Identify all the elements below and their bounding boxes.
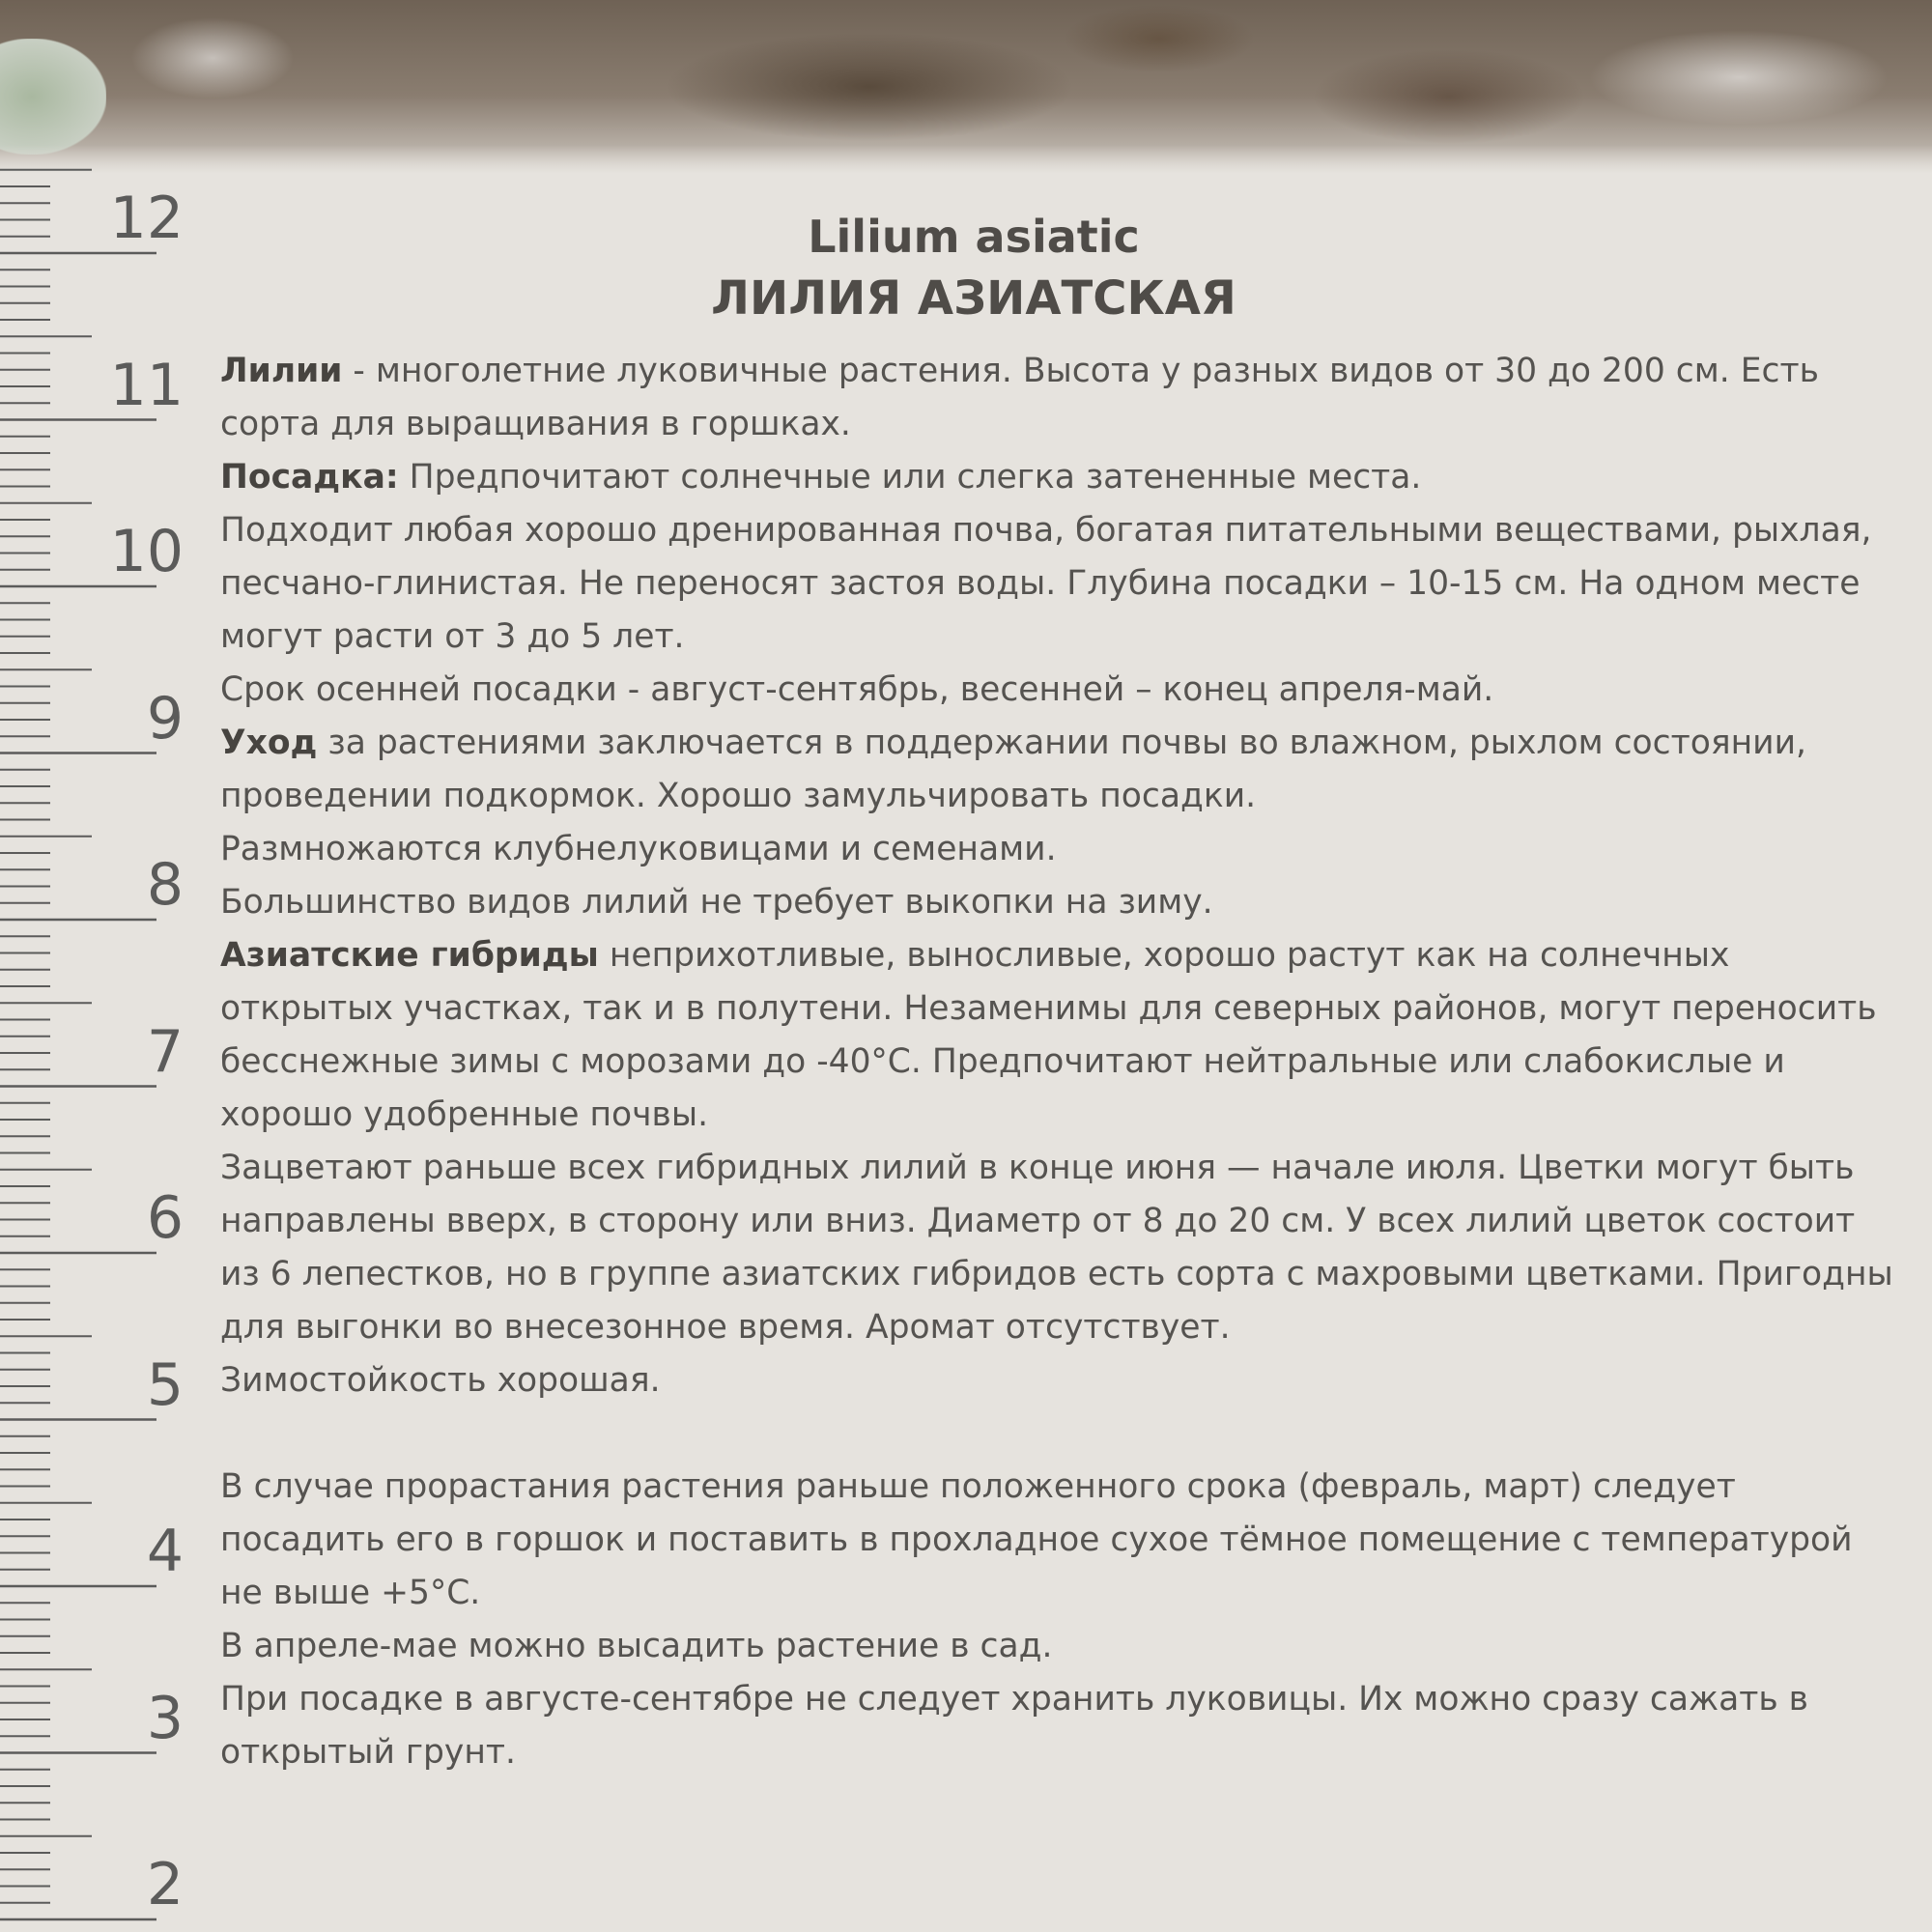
ruler-label: 6: [146, 1184, 184, 1252]
intro-text: - многолетние луковичные растения. Высота у разных видов от 30 до 200 см. Есть сорта для выращивания в горшках.: [220, 351, 1819, 443]
ruler-label: 2: [146, 1851, 184, 1918]
flowering-paragraph: Зацветают раньше всех гибридных лилий в конце июня — начале июля. Цветки могут быть направлены вверх, в сторону или вниз. Диаметр от 8 до 20 см. У всех лилий цветок состоит из 6 лепестков, но в группе азиатских гибридов есть сорта с махровыми цветками. Пригодны для выгонки во внесезонное время. Аромат отсутствует.: [220, 1148, 1893, 1347]
latin-title: Lilium asiatic: [808, 211, 1140, 263]
ruler-label: 9: [146, 684, 184, 753]
propagation-paragraph: Размножаются клубнелуковицами и семенами.: [220, 829, 1057, 868]
ruler-label: 3: [146, 1684, 184, 1752]
spring-planting-paragraph: В апреле-мае можно высадить растение в сад.: [220, 1626, 1053, 1665]
russian-title: ЛИЛИЯ АЗИАТСКАЯ: [711, 271, 1236, 327]
hardiness-paragraph: Зимостойкость хорошая.: [220, 1360, 661, 1400]
hybrids-term: Азиатские гибриды: [220, 935, 599, 975]
ruler-label: 11: [109, 351, 184, 419]
care-term: Уход: [220, 723, 318, 762]
care-text: за растениями заключается в поддержании почвы во влажном, рыхлом состоянии, проведении подкормок. Хорошо замульчировать посадки.: [220, 723, 1806, 815]
hybrids-text: неприхотливые, выносливые, хорошо растут как на солнечных открытых участках, так и в полутени. Незаменимы для северных районов, могут переносить бесснежные зимы с морозами до -40°С. Предпочитают нейтральные или слабокислые и хорошо удобренные почвы.: [220, 935, 1877, 1134]
product-description: [220, 211, 1901, 1779]
ruler-label: 5: [146, 1350, 184, 1419]
seed-bag-top: [0, 0, 1932, 174]
paragraph-gap: [220, 1407, 1901, 1461]
ruler-label: 7: [146, 1017, 184, 1086]
ruler-label: 8: [146, 851, 184, 919]
hybrids-paragraph: [220, 929, 1901, 1142]
ruler-label: 12: [109, 185, 184, 252]
care-paragraph: [220, 717, 1901, 823]
autumn-planting-paragraph: При посадке в августе-сентябре не следует хранить луковицы. Их можно сразу сажать в открытый грунт.: [220, 1679, 1808, 1772]
ruler: [0, 159, 193, 1932]
planting-period-paragraph: Срок осенней посадки - август-сентябрь, весенней – конец апреля-май.: [220, 669, 1494, 709]
soil-paragraph: Подходит любая хорошо дренированная почва, богатая питательными веществами, рыхлая, песчано-глинистая. Не переносят застоя воды. Глубина посадки – 10-15 см. На одном месте могут расти от 3 до 5 лет.: [220, 510, 1872, 656]
early-sprouting-paragraph: В случае прорастания растения раньше положенного срока (февраль, март) следует посадить его в горшок и поставить в прохладное сухое тёмное помещение с температурой не выше +5°С.: [220, 1466, 1853, 1612]
leaf-fragment: [0, 39, 106, 155]
intro-paragraph: [220, 345, 1901, 451]
winter-paragraph: Большинство видов лилий не требует выкопки на зиму.: [220, 882, 1213, 922]
ruler-label: 4: [146, 1518, 184, 1585]
planting-term: Посадка:: [220, 457, 399, 497]
ruler-label: 10: [109, 518, 184, 585]
planting-paragraph: [220, 451, 1901, 504]
intro-term: Лилии: [220, 351, 343, 390]
planting-text: Предпочитают солнечные или слегка затененные места.: [398, 457, 1422, 497]
